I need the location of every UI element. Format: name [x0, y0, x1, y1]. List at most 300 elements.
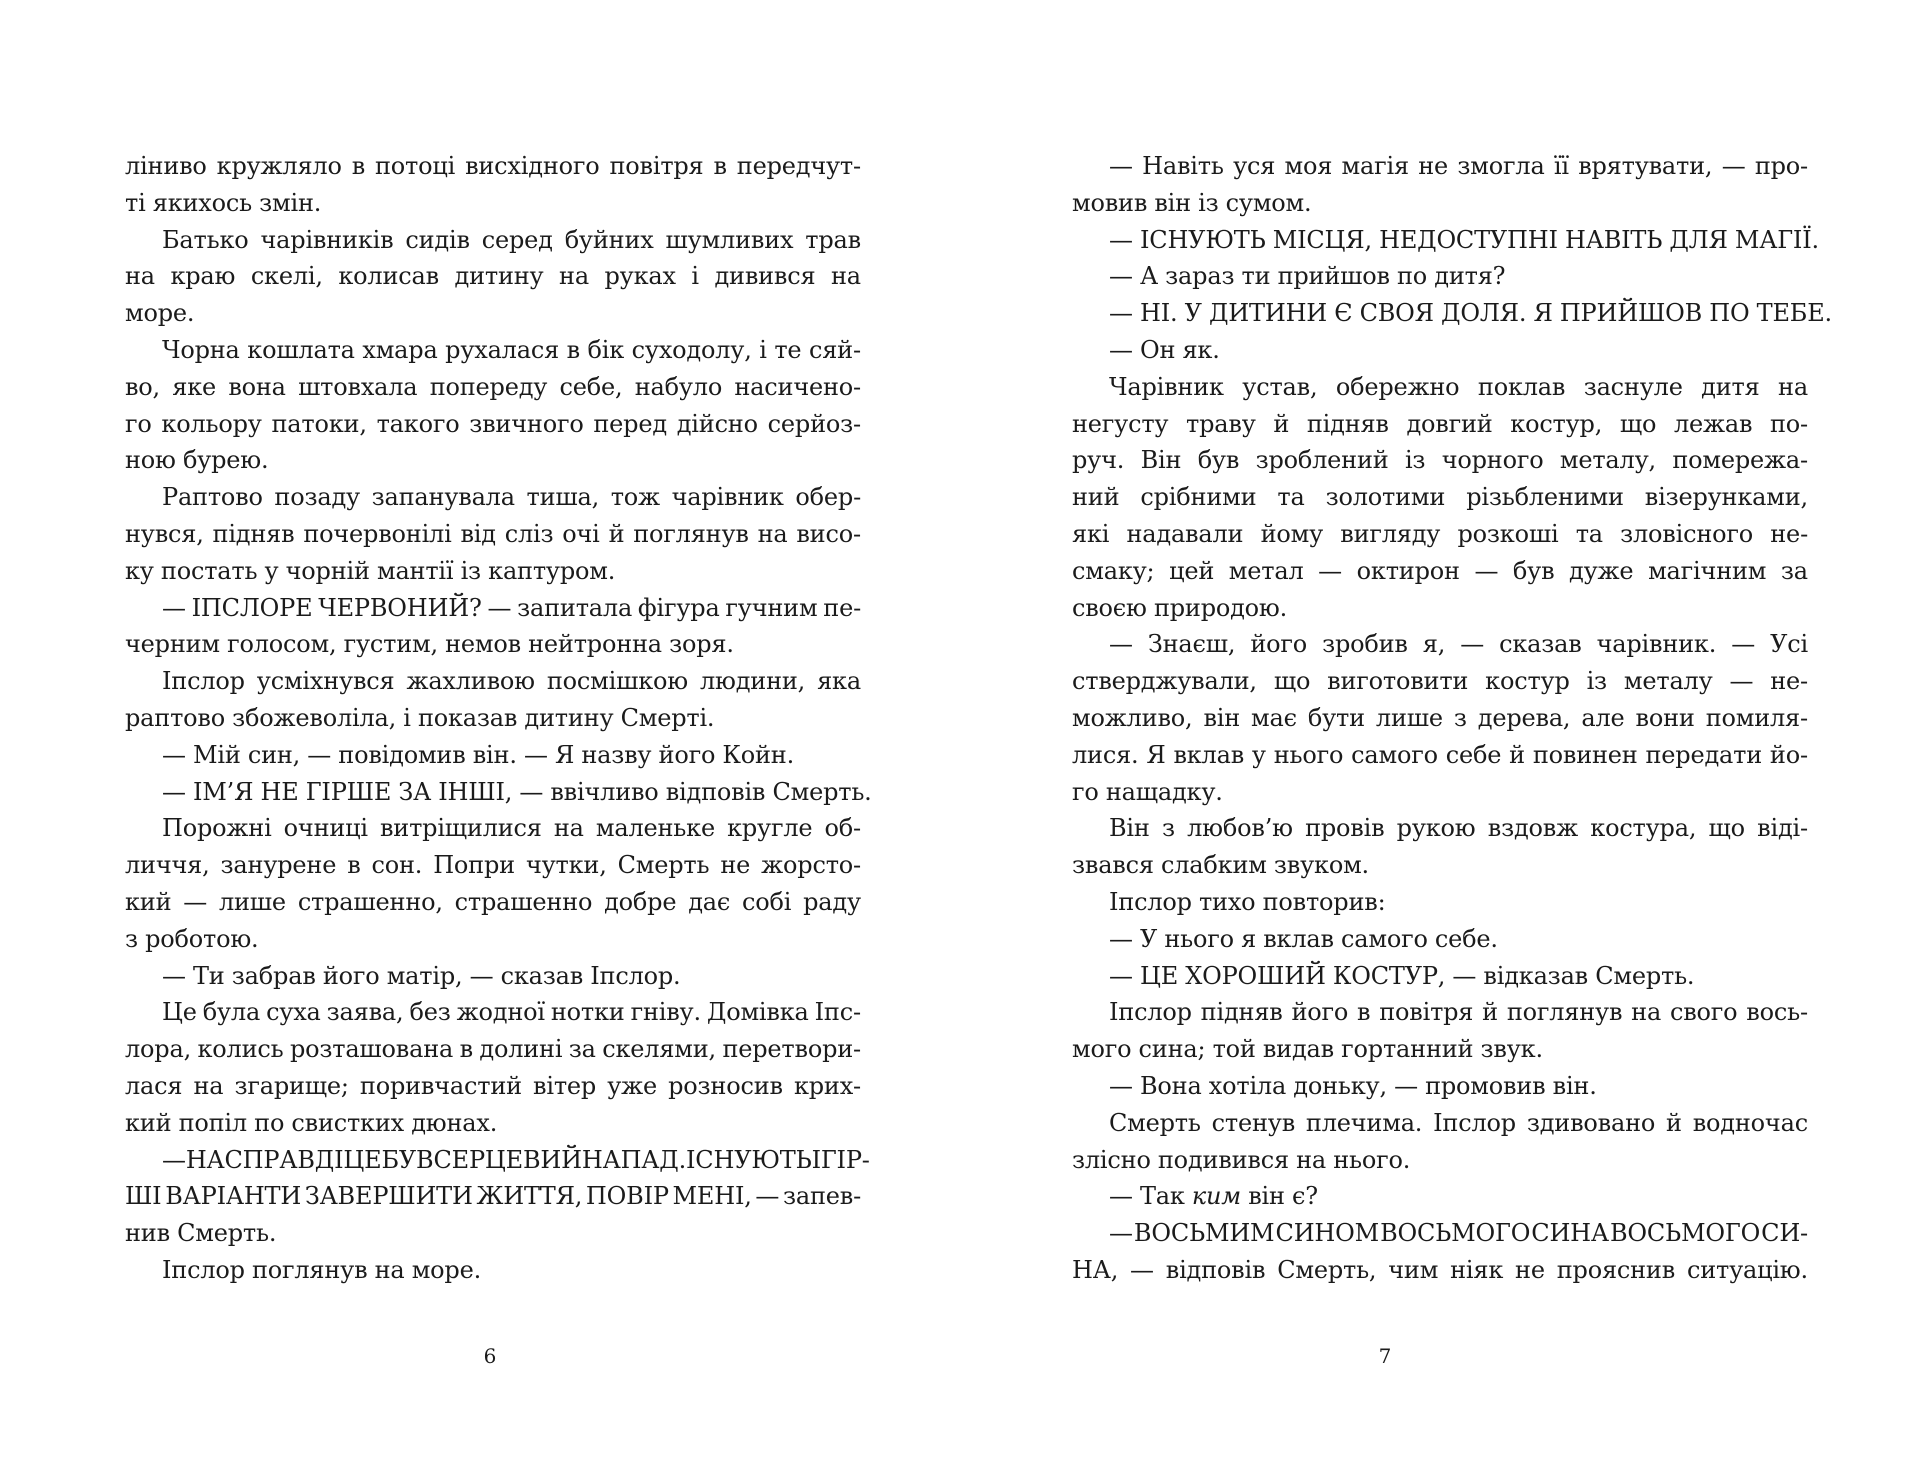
word: Це — [162, 998, 197, 1027]
word: добре — [604, 887, 677, 916]
word: тож — [610, 483, 660, 512]
word: на — [553, 814, 584, 843]
word: плечима. — [1305, 1108, 1423, 1137]
word: відказав — [1483, 961, 1588, 990]
word: розносив — [668, 1071, 783, 1100]
word: розкоші — [1457, 519, 1559, 548]
word: чарівник — [671, 483, 784, 512]
text-line — [125, 148, 861, 185]
word: за — [1780, 556, 1808, 585]
word: ВОСЬМОГО — [1609, 1219, 1761, 1248]
word: Раптово — [162, 483, 263, 512]
word: Іпслор — [162, 667, 245, 696]
word: своєю — [1072, 593, 1147, 622]
word: — — [523, 740, 548, 769]
word: з — [1161, 814, 1175, 843]
text-line — [1072, 442, 1808, 479]
word: костура, — [1590, 814, 1697, 843]
word: він. — [472, 740, 517, 769]
word: — — [1474, 556, 1499, 585]
word: Мій — [193, 740, 241, 769]
word: перед — [593, 409, 667, 438]
right-page-text — [1072, 148, 1832, 1289]
word: ЗА — [398, 777, 432, 806]
word: свистких — [291, 1108, 404, 1137]
word: ПО — [1709, 299, 1750, 328]
word: ХОРОШИЙ — [1185, 961, 1326, 990]
word: в — [351, 152, 366, 180]
word: постать — [160, 556, 258, 585]
word: серед — [481, 225, 553, 254]
word: за — [568, 1035, 596, 1064]
word: ті — [125, 188, 146, 217]
word: — — [1109, 335, 1133, 364]
word: і — [759, 335, 767, 364]
word: НАСПРАВДІ — [185, 1145, 344, 1174]
word: штовхала — [298, 372, 418, 401]
word: він — [1248, 1182, 1285, 1211]
left-page-number: 6 — [483, 1344, 497, 1368]
word: страшенно, — [297, 887, 443, 916]
word: У — [1140, 924, 1158, 953]
word: ний — [1072, 483, 1120, 512]
word: і — [403, 703, 411, 732]
word: вона — [228, 372, 286, 401]
text-line — [1072, 1252, 1808, 1289]
word: яка — [817, 667, 861, 696]
text-line — [1072, 332, 1808, 369]
word: ТЕБЕ. — [1756, 299, 1832, 328]
word: — — [1731, 630, 1756, 659]
word: фігура — [637, 593, 720, 622]
word: візерунками, — [1644, 483, 1808, 512]
word: почервонілі — [303, 519, 452, 548]
word: сидів — [405, 225, 470, 254]
word: звичного — [469, 409, 584, 438]
word: Смерть — [1109, 1108, 1201, 1137]
word: підняв — [1200, 998, 1283, 1027]
word: вони — [1635, 703, 1695, 732]
text-line — [125, 1178, 861, 1215]
word: Чорна — [162, 335, 240, 364]
word: самого — [1341, 924, 1428, 953]
text-line — [1072, 700, 1808, 737]
word: повідомив — [338, 740, 466, 769]
word: Навіть — [1142, 152, 1224, 180]
word: сказав — [1499, 630, 1582, 659]
word: надавали — [1126, 519, 1244, 548]
word: очі — [562, 519, 600, 548]
word: забрав — [231, 961, 316, 990]
word: нив — [125, 1219, 170, 1248]
word: із — [1198, 188, 1219, 217]
word: але — [1581, 703, 1625, 732]
word: жодної — [456, 998, 545, 1027]
word: попіл — [178, 1108, 247, 1137]
word: його — [1250, 630, 1308, 659]
word: зоря. — [669, 630, 734, 659]
word: із — [1586, 667, 1607, 696]
word: костур — [1485, 667, 1570, 696]
word: НАВІТЬ — [1564, 225, 1663, 254]
word: БУВ — [381, 1145, 434, 1174]
word: Він — [1109, 814, 1150, 843]
text-line — [1072, 994, 1808, 1031]
word: той — [1212, 1035, 1256, 1064]
word: ніяк — [1450, 1255, 1504, 1284]
word: об- — [824, 814, 861, 843]
word: її — [1553, 152, 1569, 180]
text-line — [1072, 516, 1808, 553]
word: тихо — [1198, 887, 1256, 916]
word: сумом. — [1225, 188, 1312, 217]
word: ку — [125, 556, 154, 585]
word: ЦЕ — [1140, 961, 1179, 990]
word: та — [1575, 519, 1603, 548]
word: потоці — [375, 152, 456, 180]
word: — — [1721, 152, 1746, 180]
word: голосом, — [227, 630, 337, 659]
word: звуком. — [1273, 851, 1369, 880]
word: ІНШІ, — [438, 777, 513, 806]
word: кругле — [727, 814, 813, 843]
word: його — [322, 961, 380, 990]
word: у — [264, 556, 279, 585]
text-line — [1072, 1068, 1808, 1105]
word: прийшов — [1277, 262, 1390, 291]
word: має — [1251, 703, 1297, 732]
word: по- — [1770, 409, 1808, 438]
word: заснуле — [1583, 372, 1683, 401]
word: стверджували, — [1072, 667, 1257, 696]
word: в — [566, 335, 580, 364]
text-line — [125, 369, 861, 406]
right-page-number: 7 — [1378, 1344, 1392, 1368]
word: кий — [125, 887, 172, 916]
word: Домівка — [706, 998, 809, 1027]
word: дійсно — [676, 409, 758, 438]
word: поглянув — [1506, 998, 1623, 1027]
word: у — [1251, 740, 1266, 769]
word: руч. — [1072, 446, 1125, 475]
word: цей — [1169, 556, 1215, 585]
word: ІПСЛОРЕ — [191, 593, 313, 622]
word: ВОСЬМИМ — [1133, 1219, 1275, 1248]
text-line — [125, 1068, 861, 1105]
word: чорного — [1441, 446, 1544, 475]
word: нащадку. — [1105, 777, 1223, 806]
word: лора, — [125, 1035, 191, 1064]
word: раду — [803, 887, 861, 916]
word: назву — [581, 740, 652, 769]
word: повітря — [1379, 998, 1474, 1027]
text-line — [125, 442, 861, 479]
word: його — [658, 740, 716, 769]
word: уся — [1233, 152, 1276, 180]
word: висо- — [796, 519, 861, 548]
word: роботою. — [145, 924, 259, 953]
word: врятувати, — [1578, 152, 1713, 180]
word: Я — [1146, 740, 1166, 769]
word: хотіла — [1208, 1071, 1287, 1100]
word: в — [459, 1035, 473, 1064]
word: ною — [125, 446, 176, 475]
word: нувся, — [125, 519, 204, 548]
word: ДЛЯ — [1669, 225, 1728, 254]
text-line — [1072, 884, 1808, 921]
word: металу, — [1559, 446, 1656, 475]
word: Він — [1140, 446, 1182, 475]
word: смаку; — [1072, 556, 1155, 585]
word: що — [1273, 667, 1311, 696]
text-line — [1072, 958, 1808, 995]
word: та — [1277, 483, 1305, 512]
word: Я — [554, 740, 575, 769]
word: на — [125, 262, 155, 291]
word: колисав — [338, 262, 439, 291]
word: костур, — [1510, 409, 1603, 438]
word: водночас — [1692, 1108, 1808, 1137]
word: слабким — [1161, 851, 1267, 880]
word: чарівник. — [1596, 630, 1717, 659]
word: що — [1708, 814, 1745, 843]
word: долині — [479, 1035, 563, 1064]
word: Так — [1140, 1182, 1185, 1211]
word: мантії — [376, 556, 454, 585]
text-line — [1072, 1215, 1808, 1252]
word: ГІРШЕ — [305, 777, 392, 806]
word: тиша, — [526, 483, 600, 512]
text-line — [1072, 258, 1808, 295]
word: — — [1109, 299, 1133, 328]
text-line — [125, 258, 861, 295]
word: повітря — [609, 152, 704, 180]
word: ГІР- — [820, 1145, 870, 1174]
word: поривчастий — [359, 1071, 522, 1100]
text-line — [125, 663, 861, 700]
text-line — [125, 222, 861, 259]
word: — — [162, 777, 186, 806]
word: поглянув — [251, 1255, 368, 1284]
word: бік — [587, 335, 625, 364]
word: був — [1197, 446, 1240, 475]
word: різьбленими — [1466, 483, 1624, 512]
text-line — [1072, 1105, 1808, 1142]
word: магічним — [1648, 556, 1767, 585]
word: колись — [197, 1035, 284, 1064]
word: усміхнувся — [256, 667, 395, 696]
word: ЧЕРВОНИЙ? — [318, 593, 482, 622]
word: подивився — [1157, 1145, 1289, 1174]
word: із — [460, 556, 481, 585]
word: без — [409, 998, 451, 1027]
text-line — [125, 1252, 861, 1289]
word: Вона — [1140, 1071, 1202, 1100]
word: золотими — [1325, 483, 1446, 512]
word: те — [774, 335, 802, 364]
word: вклав — [1173, 740, 1245, 769]
word: гучним — [725, 593, 818, 622]
word: згарище; — [234, 1071, 349, 1100]
text-line — [1072, 847, 1808, 884]
word: негусту — [1072, 409, 1169, 438]
word: показав — [417, 703, 518, 732]
word: металу — [1623, 667, 1713, 696]
word: гортанний — [1341, 1035, 1474, 1064]
word: нього. — [1333, 1145, 1411, 1174]
word: СЕРЦЕВИЙ — [433, 1145, 582, 1174]
word: сон. — [371, 851, 423, 880]
word: стенув — [1211, 1108, 1296, 1137]
text-line — [1072, 295, 1832, 332]
text-line — [125, 958, 861, 995]
word: очниці — [283, 814, 368, 843]
word: патоки, — [271, 409, 367, 438]
word: нього — [1273, 740, 1344, 769]
word: не — [720, 851, 751, 880]
word: зараз — [1165, 262, 1235, 291]
word: я, — [1422, 630, 1446, 659]
text-line — [1072, 185, 1808, 222]
word: він — [1154, 188, 1191, 217]
word: в — [347, 851, 361, 880]
word: КОСТУР, — [1332, 961, 1446, 990]
word: людини, — [699, 667, 806, 696]
word: сяй- — [809, 335, 861, 364]
word: пе- — [823, 593, 861, 622]
word: — — [1452, 961, 1477, 990]
word: шумливих — [665, 225, 794, 254]
text-line — [125, 1215, 861, 1252]
text-line — [125, 295, 861, 332]
word: бурею. — [182, 446, 269, 475]
text-line — [125, 1105, 861, 1142]
word: син, — [247, 740, 301, 769]
word: був — [1512, 556, 1555, 585]
word: — — [183, 887, 208, 916]
word: Смерть. — [177, 1219, 277, 1248]
word: черним — [125, 630, 220, 659]
word: зроблений — [1255, 446, 1389, 475]
word: Смерть, — [1277, 1255, 1377, 1284]
word: — — [162, 593, 186, 622]
word: гніву. — [630, 998, 701, 1027]
word: сліз — [504, 519, 554, 548]
word: збожеволіла, — [232, 703, 397, 732]
word: — — [307, 740, 332, 769]
word: зробив — [1322, 630, 1408, 659]
word: по — [254, 1108, 285, 1137]
word: НЕ — [260, 777, 299, 806]
text-line — [125, 810, 861, 847]
word: — — [1460, 630, 1485, 659]
word: ліниво — [125, 152, 207, 180]
word: У — [1184, 299, 1202, 328]
word: й — [608, 519, 625, 548]
word: на — [1296, 1145, 1327, 1174]
word: на — [559, 262, 589, 291]
word: лежав — [1673, 409, 1753, 438]
word: Є — [1334, 299, 1353, 328]
word: ІМ’Я — [193, 777, 254, 806]
word: і — [691, 262, 699, 291]
word: провів — [1305, 814, 1385, 843]
word: — — [1109, 152, 1133, 180]
word: дитину — [454, 262, 544, 291]
word: повинен — [1532, 740, 1638, 769]
word: го — [125, 409, 152, 438]
text-line — [1072, 1031, 1808, 1068]
word: рухалася — [445, 335, 560, 364]
word: ШІ — [125, 1182, 162, 1211]
word: — — [1130, 1255, 1154, 1284]
word: во, — [125, 372, 160, 401]
word: ЗАВЕРШИТИ — [304, 1182, 473, 1211]
word: Порожні — [162, 814, 272, 843]
text-line — [1072, 148, 1808, 185]
word: позаду — [274, 483, 360, 512]
word: про- — [1754, 152, 1808, 180]
word: кий — [125, 1108, 172, 1137]
word: немов — [445, 630, 521, 659]
word: — — [1109, 225, 1133, 254]
word: на — [1778, 372, 1808, 401]
text-line — [1072, 1178, 1808, 1215]
word: підняв — [212, 519, 295, 548]
word: що — [1619, 409, 1657, 438]
word: себе, — [559, 372, 623, 401]
word: на — [757, 519, 788, 548]
word: ПРИЙШОВ — [1559, 299, 1703, 328]
word: можливо, — [1072, 703, 1193, 732]
word: хмара — [362, 335, 438, 364]
word: — — [162, 740, 186, 769]
word: він — [1203, 703, 1241, 732]
word: витріщилися — [379, 814, 542, 843]
word: Я — [1533, 299, 1553, 328]
word: видав — [1262, 1035, 1334, 1064]
text-line — [125, 921, 861, 958]
text-line — [125, 626, 861, 663]
word: вклав — [1263, 924, 1334, 953]
word: НІ. — [1140, 299, 1178, 328]
word: — — [1318, 556, 1342, 585]
word: лася — [125, 1071, 183, 1100]
text-line — [1072, 810, 1808, 847]
word: Смерті. — [620, 703, 715, 732]
word: відповів — [1165, 1255, 1266, 1284]
word: личчя, — [125, 851, 210, 880]
word: СИНА — [1531, 1219, 1609, 1248]
word: підняв — [1306, 409, 1389, 438]
word: ВОСЬМОГО — [1380, 1219, 1531, 1248]
word: які — [1072, 519, 1110, 548]
word: — — [1109, 961, 1133, 990]
text-line — [1072, 406, 1808, 443]
word: сказав — [500, 961, 584, 990]
word: передати — [1645, 740, 1763, 769]
word: суха — [266, 998, 321, 1027]
word: Іпс- — [814, 998, 861, 1027]
word: від — [460, 519, 496, 548]
word: й — [1509, 740, 1525, 769]
word: в — [1357, 998, 1371, 1027]
word: чим — [1388, 1255, 1439, 1284]
word: море. — [411, 1255, 482, 1284]
word: його — [1291, 998, 1349, 1027]
word: дитину — [524, 703, 614, 732]
word: не- — [1770, 667, 1808, 696]
